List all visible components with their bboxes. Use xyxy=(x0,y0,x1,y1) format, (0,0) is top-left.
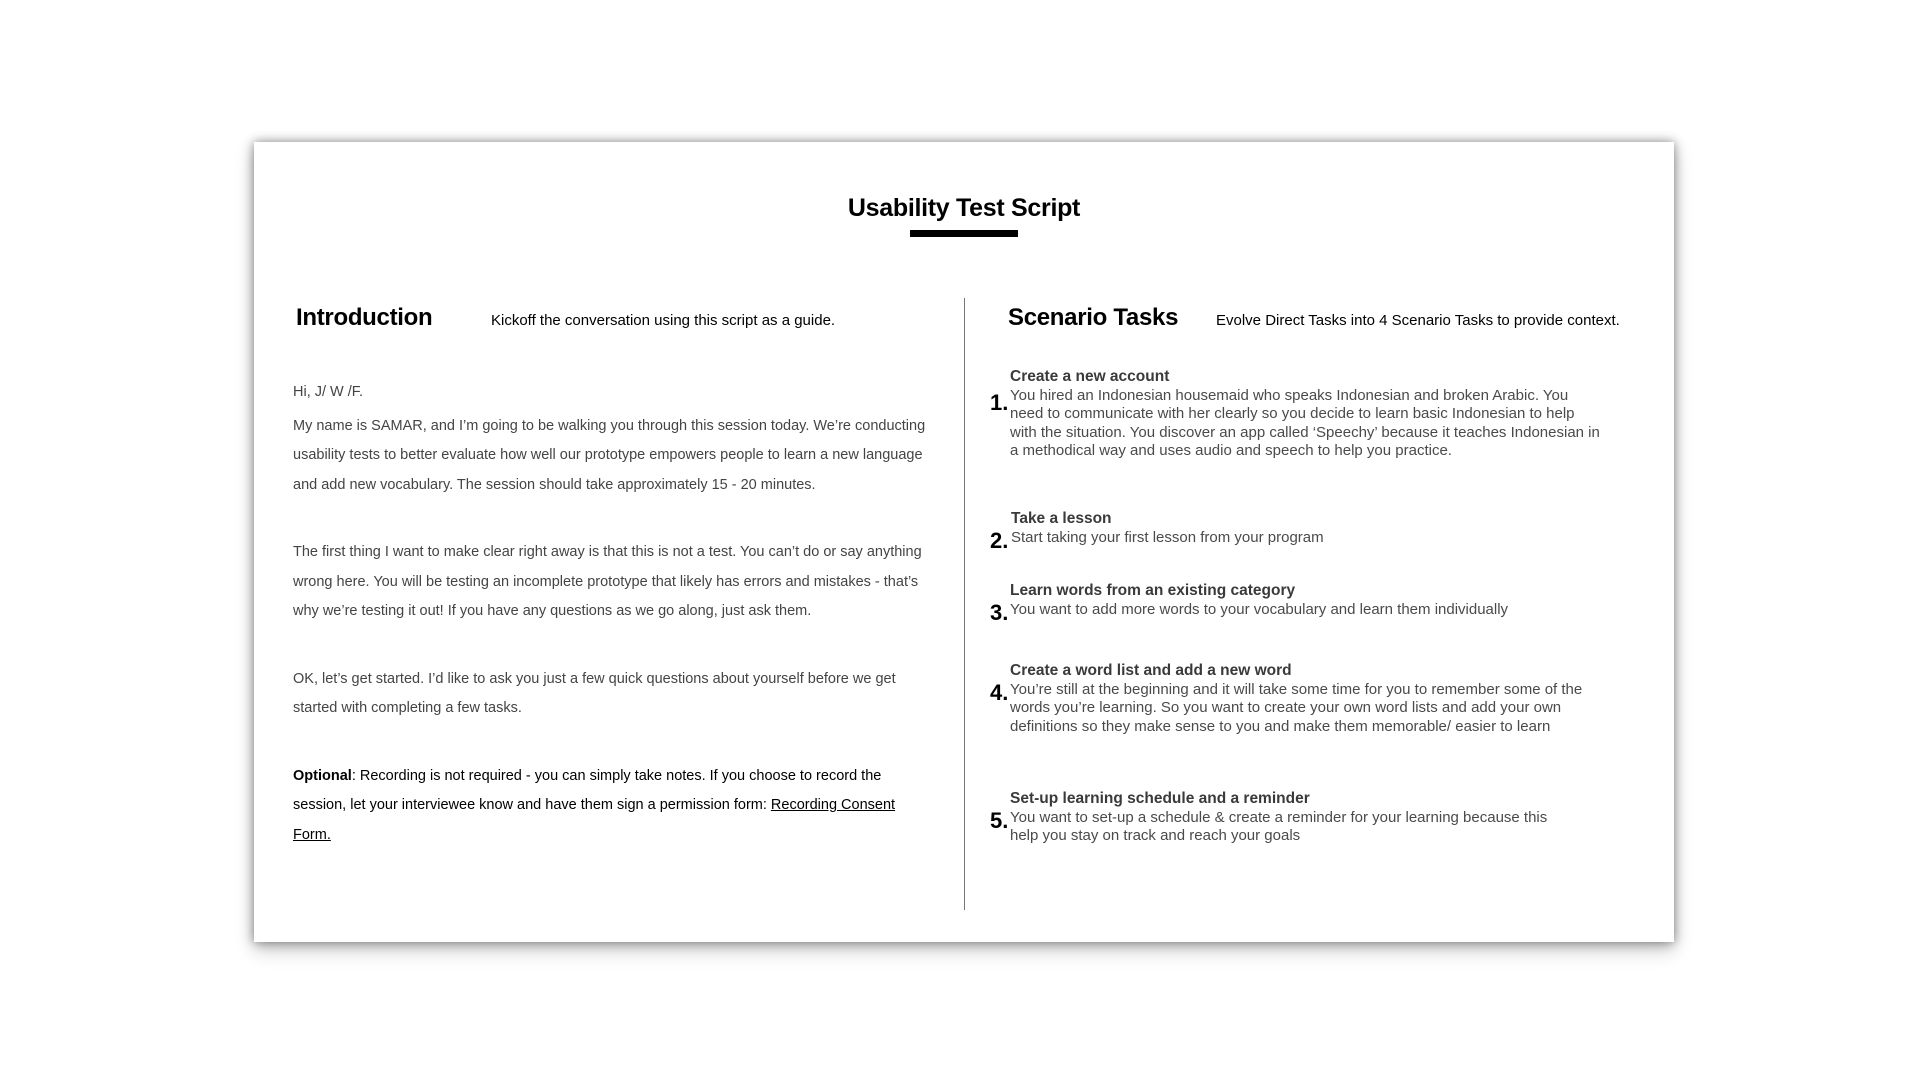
column-divider xyxy=(964,298,965,910)
scenario-note: Evolve Direct Tasks into 4 Scenario Tasks to provide context. xyxy=(1216,312,1620,329)
recording-consent-link[interactable]: Recording Consent Form. xyxy=(293,797,896,843)
task-title: Learn words from an existing category xyxy=(1010,582,1296,599)
intro-paragraph-3: OK, let’s get started. I’d like to ask you just a few quick questions about yourself before we get started with completing a few tasks. xyxy=(293,670,896,716)
task-title: Take a lesson xyxy=(1011,510,1112,527)
task-body xyxy=(1010,368,1600,461)
task-text: You’re still at the beginning and it will take some time for you to remember some of the words you’re learning. So you want to create your own word lists and add your own definitions so they make sense to you and make them memorable/ easier to learn xyxy=(1010,680,1583,735)
intro-paragraph-2: The first thing I want to make clear right away is that this is not a test. You can’t do or say anything wrong here. You will be testing an incomplete prototype that likely has errors and mistakes - that’s why we’re testing it out! If you have any questions as we go along, just ask them. xyxy=(293,544,922,619)
task-body xyxy=(1010,662,1600,736)
intro-optional-note xyxy=(293,762,933,851)
task-number: 1. xyxy=(990,390,1009,415)
task-number: 2. xyxy=(990,528,1009,553)
task-number: 4. xyxy=(990,680,1009,705)
task-text: Start taking your first lesson from your program xyxy=(1011,528,1324,546)
task-number: 3. xyxy=(990,600,1009,625)
task-title: Set-up learning schedule and a reminder xyxy=(1010,790,1310,807)
document-page xyxy=(254,142,1674,942)
title-underline xyxy=(910,230,1018,237)
task-body xyxy=(1010,582,1600,619)
optional-label: Optional xyxy=(293,767,352,784)
scenario-heading: Scenario Tasks xyxy=(1008,304,1179,331)
introduction-note: Kickoff the conversation using this script as a guide. xyxy=(491,312,836,329)
task-body xyxy=(1010,790,1570,846)
task-body xyxy=(1011,510,1601,547)
task-text: You want to set-up a schedule & create a reminder for your learning because this help you stay on track and reach your goals xyxy=(1010,808,1548,845)
task-number: 5. xyxy=(990,808,1009,833)
optional-text: : Recording is not required - you can simply take notes. If you choose to record the session, let your interviewee know and have them sign a permission form: xyxy=(293,767,882,813)
task-title: Create a word list and add a new word xyxy=(1010,662,1292,679)
task-title: Create a new account xyxy=(1010,368,1170,385)
introduction-body xyxy=(293,378,933,850)
intro-paragraph-1: My name is SAMAR, and I’m going to be walking you through this session today. We’re conducting usability tests to better evaluate how well our prototype empowers people to learn a new language and add new vocabulary. The session should take approximately 15 - 20 minutes. xyxy=(293,417,926,493)
intro-greeting: Hi, J/ W /F. xyxy=(293,384,364,400)
introduction-heading: Introduction xyxy=(296,304,433,331)
task-text: You want to add more words to your vocabulary and learn them individually xyxy=(1010,600,1509,618)
task-text: You hired an Indonesian housemaid who speaks Indonesian and broken Arabic. You need to communicate with her clearly so you decide to learn basic Indonesian to help with the situation. You discover an app called ‘Speechy’ because it teaches Indonesian in a methodical way and uses audio and speech to help you practice. xyxy=(1010,386,1600,460)
page-title: Usability Test Script xyxy=(847,194,1081,222)
